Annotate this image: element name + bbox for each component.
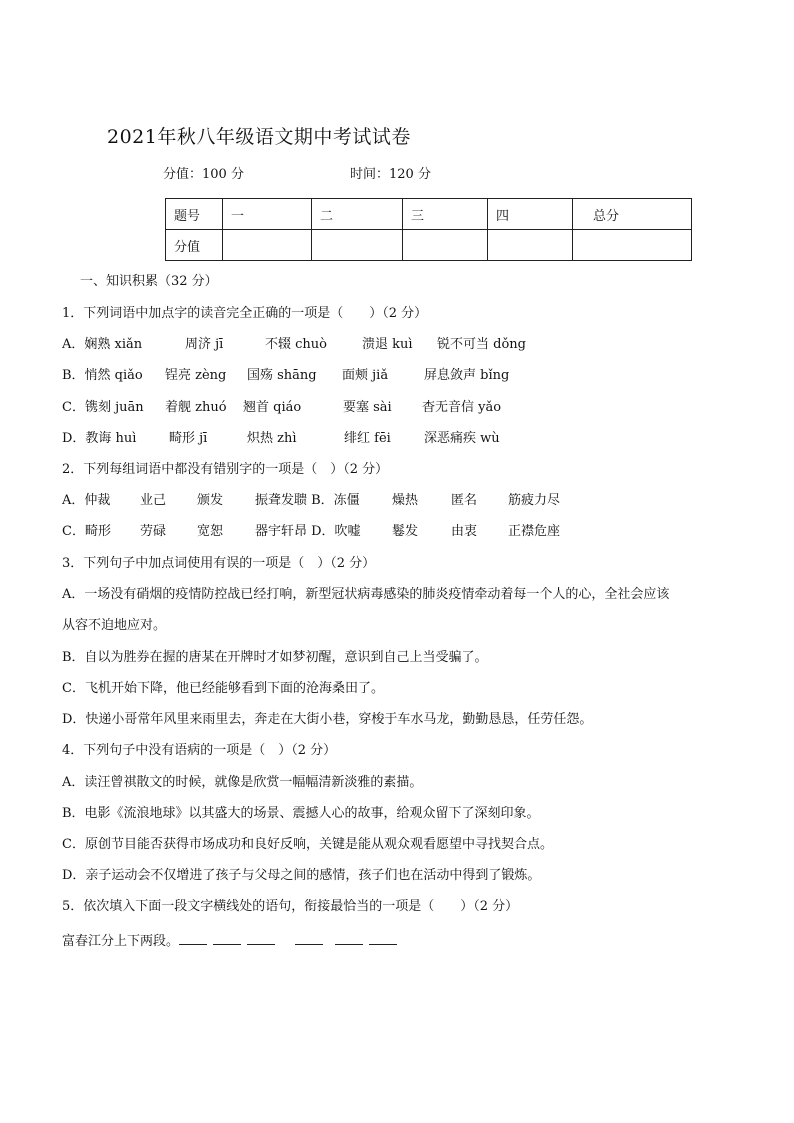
fill-blank[interactable] <box>247 934 275 945</box>
fill-blank[interactable] <box>295 934 323 945</box>
option-item: C．镌刻 juān <box>62 400 144 415</box>
option-item: 国殇 shāng <box>247 368 317 383</box>
option-item: 由衷 <box>451 524 478 539</box>
question-stem: 3．下列句子中加点词使用有误的一项是（ ）（2 分） <box>62 556 376 571</box>
score-table-cell: 二 <box>312 199 403 230</box>
passage-line <box>62 930 403 949</box>
score-table-header-row <box>166 199 692 230</box>
score-input-cell[interactable] <box>312 230 403 261</box>
option-item: 绯红 fēi <box>344 431 391 446</box>
option-item: A．娴熟 xiǎn <box>62 337 143 352</box>
option-item: 锐不可当 dǒng <box>437 337 526 352</box>
score-table-cell: 四 <box>488 199 573 230</box>
option-row <box>62 333 526 352</box>
option-item: D．教诲 huì <box>62 431 137 446</box>
option-c: C．原创节目能否获得市场成功和良好反响，关键是能从观众观看愿望中寻找契合点。 <box>62 837 553 852</box>
option-row <box>62 520 560 539</box>
option-item: 器宇轩昂 D．吹嘘 <box>255 524 361 539</box>
fill-blank[interactable] <box>335 934 363 945</box>
option-item: 屏息敛声 bǐng <box>424 368 510 383</box>
question-stem: 5．依次填入下面一段文字横线处的语句，衔接最恰当的一项是（ ）（2 分） <box>62 899 519 914</box>
option-row <box>62 427 500 446</box>
option-item: 正襟危座 <box>508 524 561 539</box>
option-a-continued: 从容不迫地应对。 <box>62 618 167 633</box>
question-stem: 4．下列句子中没有语病的一项是（ ）（2 分） <box>62 743 337 758</box>
question-stem: 1．下列词语中加点字的读音完全正确的一项是（ ）（2 分） <box>62 306 428 321</box>
score-table-cell: 题号 <box>166 199 223 230</box>
section-heading: 一、知识积累（32 分） <box>80 274 218 289</box>
option-c: C．飞机开始下降，他已经能够看到下面的沧海桑田了。 <box>62 681 384 696</box>
option-d: D．快递小哥常年风里来雨里去，奔走在大街小巷，穿梭于车水马龙，勤勤恳恳，任劳任怨。 <box>62 712 593 727</box>
score-input-cell[interactable] <box>223 230 312 261</box>
score-input-cell[interactable] <box>573 230 692 261</box>
option-item: 宽恕 <box>197 524 224 539</box>
option-d: D．亲子运动会不仅增进了孩子与父母之间的感情，孩子们也在活动中得到了锻炼。 <box>62 868 541 883</box>
score-table-cell: 三 <box>403 199 488 230</box>
option-item: 杳无音信 yǎo <box>422 400 502 415</box>
option-row <box>62 489 560 508</box>
option-item: 要塞 sài <box>343 400 392 415</box>
option-item: 溃退 kuì <box>362 337 413 352</box>
option-item: 周济 jī <box>185 337 224 352</box>
option-item: B．悄然 qiǎo <box>62 368 143 383</box>
option-item: 燥热 <box>392 493 419 508</box>
option-item: 炽热 zhì <box>247 431 297 446</box>
option-item: 振聋发聩 B．冻僵 <box>255 493 360 508</box>
question-stem: 2．下列每组词语中都没有错别字的一项是（ ）（2 分） <box>62 462 389 477</box>
option-item: 匿名 <box>451 493 478 508</box>
option-row <box>62 364 509 383</box>
page-title: 2021年秋八年级语文期中考试试卷 <box>107 126 411 148</box>
option-b: B．自以为胜券在握的唐某在开牌时才如梦初醒，意识到自己上当受骗了。 <box>62 650 488 665</box>
option-item: 不辍 chuò <box>265 337 327 352</box>
score-table-cell: 分值 <box>166 230 223 261</box>
option-a: A．一场没有硝烟的疫情防控战已经打响，新型冠状病毒感染的肺炎疫情牵动着每一个人的心，全社会应该 <box>62 587 670 602</box>
score-table <box>165 198 692 261</box>
option-item: 劳碌 <box>140 524 167 539</box>
option-item: 业己 <box>140 493 167 508</box>
option-item: C．畸形 <box>62 524 111 539</box>
time-limit: 时间：120 分 <box>350 167 431 182</box>
option-item: 锃亮 zèng <box>165 368 227 383</box>
fill-blank[interactable] <box>179 934 207 945</box>
score-total: 分值：100 分 <box>163 167 244 182</box>
score-input-cell[interactable] <box>488 230 573 261</box>
score-input-cell[interactable] <box>403 230 488 261</box>
score-table-value-row <box>166 230 692 261</box>
score-table-cell: 一 <box>223 199 312 230</box>
option-item: 深恶痛疾 wù <box>424 431 500 446</box>
option-item: 颁发 <box>197 493 224 508</box>
option-row <box>62 396 501 415</box>
option-item: 畸形 jī <box>169 431 208 446</box>
option-item: 翘首 qiáo <box>243 400 302 415</box>
fill-blank[interactable] <box>369 934 397 945</box>
option-b: B．电影《流浪地球》以其盛大的场景、震撼人心的故事，给观众留下了深刻印象。 <box>62 806 540 821</box>
option-item: 着舰 zhuó <box>165 400 227 415</box>
option-item: 鬈发 <box>392 524 419 539</box>
score-table-cell: 总分 <box>573 199 692 230</box>
option-item: A．仲裁 <box>62 493 111 508</box>
passage-text: 富春江分上下两段。 <box>62 934 180 949</box>
option-a: A．读汪曾祺散文的时候，就像是欣赏一幅幅清新淡雅的素描。 <box>62 775 423 790</box>
option-item: 面颊 jiǎ <box>342 368 389 383</box>
fill-blank[interactable] <box>213 934 241 945</box>
option-item: 筋疲力尽 <box>508 493 561 508</box>
